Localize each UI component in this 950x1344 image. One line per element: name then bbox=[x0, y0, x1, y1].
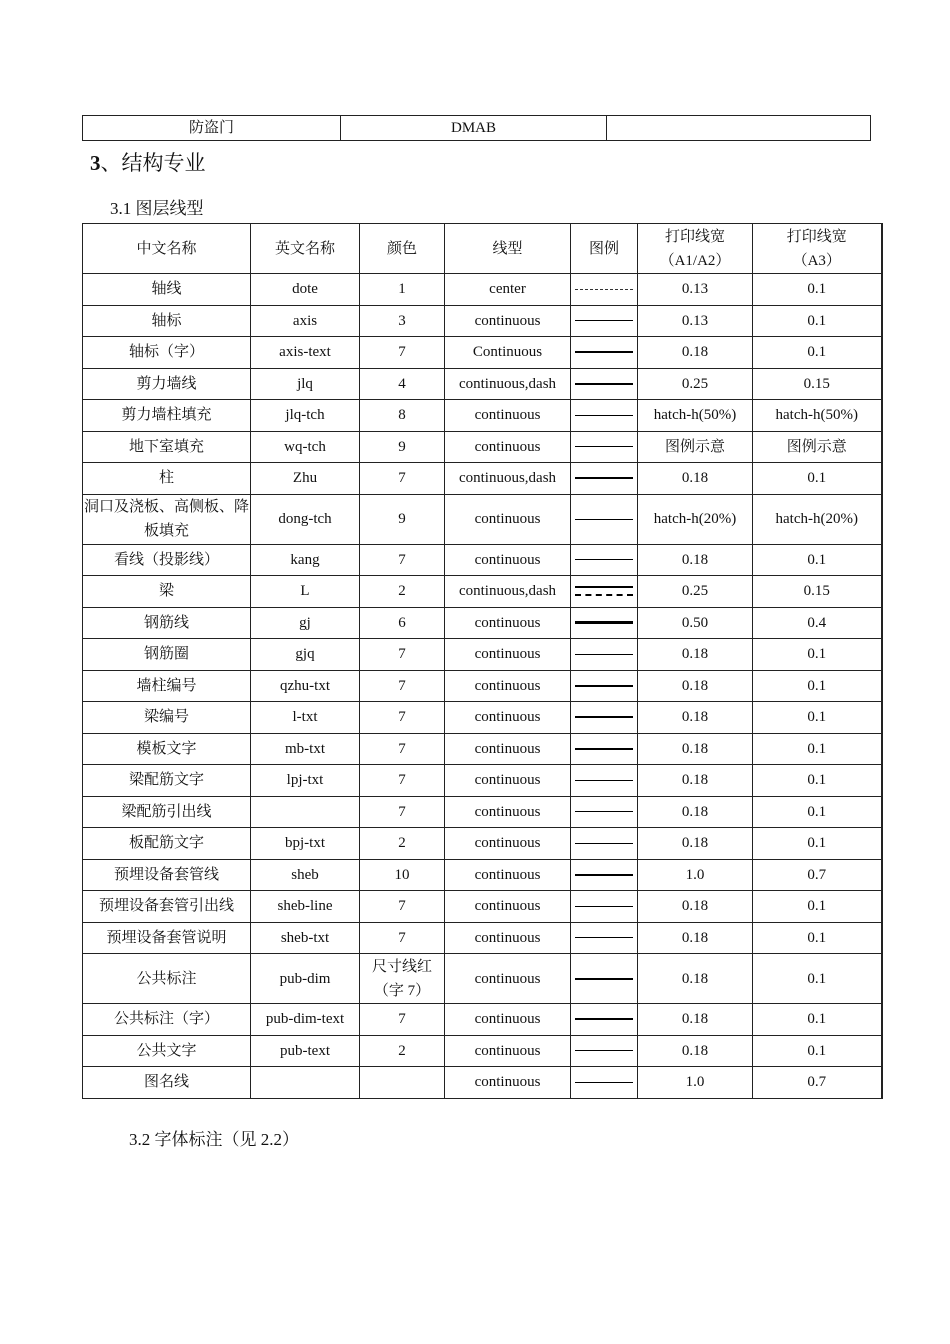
cell-color: 7 bbox=[360, 733, 445, 765]
cell-color: 7 bbox=[360, 765, 445, 797]
table-row bbox=[83, 859, 882, 891]
cell-color: 3 bbox=[360, 305, 445, 337]
cell-linetype: continuous bbox=[445, 1035, 571, 1067]
cell-print-a3: 0.1 bbox=[753, 544, 882, 576]
cell-cn-name: 柱 bbox=[83, 463, 251, 495]
cell-print-a3: 0.1 bbox=[753, 463, 882, 495]
cell-en-name: wq-tch bbox=[251, 431, 360, 463]
cell-en-name: pub-dim-text bbox=[251, 1004, 360, 1036]
cell-print-a3: 0.15 bbox=[753, 368, 882, 400]
cell-print-a3: 0.1 bbox=[753, 670, 882, 702]
cell-print-a3: hatch-h(50%) bbox=[753, 400, 882, 432]
header-print-a3 bbox=[753, 224, 882, 274]
cell-cn-name: 墙柱编号 bbox=[83, 670, 251, 702]
table-row bbox=[83, 400, 882, 432]
cell-en-name bbox=[251, 1067, 360, 1099]
table-row bbox=[83, 116, 871, 141]
cell-print-a3: 0.4 bbox=[753, 607, 882, 639]
cell-linetype: continuous bbox=[445, 607, 571, 639]
section-number: 3 bbox=[90, 151, 101, 175]
table-row bbox=[83, 463, 882, 495]
cell-linetype: continuous bbox=[445, 765, 571, 797]
cell-en-name: l-txt bbox=[251, 702, 360, 734]
cell-color: 7 bbox=[360, 544, 445, 576]
cell-en-name: axis bbox=[251, 305, 360, 337]
cell-legend bbox=[571, 368, 638, 400]
legend-medium-line-icon bbox=[575, 383, 633, 385]
cell-print-a1: 1.0 bbox=[638, 859, 753, 891]
cell-legend bbox=[571, 274, 638, 306]
cell-cn-name: 剪力墙线 bbox=[83, 368, 251, 400]
table-cell: 防盗门 bbox=[83, 116, 341, 141]
table-row bbox=[83, 274, 882, 306]
cell-linetype: center bbox=[445, 274, 571, 306]
table-row bbox=[83, 639, 882, 671]
footer-heading: 3.2 字体标注（见 2.2） bbox=[129, 1130, 299, 1149]
cell-print-a3: 0.1 bbox=[753, 274, 882, 306]
cell-print-a1: 0.18 bbox=[638, 1035, 753, 1067]
cell-print-a1: hatch-h(50%) bbox=[638, 400, 753, 432]
cell-color: 7 bbox=[360, 796, 445, 828]
table-row bbox=[83, 828, 882, 860]
cell-legend bbox=[571, 400, 638, 432]
cell-print-a1: hatch-h(20%) bbox=[638, 494, 753, 544]
cell-en-name: gj bbox=[251, 607, 360, 639]
legend-thin-line-icon bbox=[575, 1050, 633, 1051]
legend-medium-line-icon bbox=[575, 874, 633, 876]
cell-print-a1: 0.18 bbox=[638, 639, 753, 671]
table-row bbox=[83, 670, 882, 702]
cell-en-name: Zhu bbox=[251, 463, 360, 495]
table-cell: DMAB bbox=[341, 116, 607, 141]
cell-print-a1: 0.25 bbox=[638, 368, 753, 400]
cell-legend bbox=[571, 607, 638, 639]
cell-linetype: continuous bbox=[445, 891, 571, 923]
cell-legend bbox=[571, 828, 638, 860]
cell-cn-name: 公共标注（字） bbox=[83, 1004, 251, 1036]
cell-en-name: jlq bbox=[251, 368, 360, 400]
table-row bbox=[83, 337, 882, 369]
cell-cn-name: 板配筋文字 bbox=[83, 828, 251, 860]
cell-color: 9 bbox=[360, 431, 445, 463]
cell-cn-name: 模板文字 bbox=[83, 733, 251, 765]
cell-print-a1: 0.18 bbox=[638, 796, 753, 828]
table-row bbox=[83, 607, 882, 639]
cell-linetype: continuous bbox=[445, 494, 571, 544]
cell-cn-name: 梁配筋引出线 bbox=[83, 796, 251, 828]
cell-linetype: continuous bbox=[445, 639, 571, 671]
cell-cn-name: 图名线 bbox=[83, 1067, 251, 1099]
table-row bbox=[83, 544, 882, 576]
header-print-a1-line1: 打印线宽 bbox=[664, 228, 725, 245]
table-row bbox=[83, 1067, 882, 1099]
cell-linetype: continuous,dash bbox=[445, 368, 571, 400]
legend-medium-line-icon bbox=[575, 748, 633, 750]
cell-print-a1: 0.18 bbox=[638, 954, 753, 1004]
legend-thin-line-icon bbox=[575, 519, 633, 520]
table-row bbox=[83, 922, 882, 954]
legend-medium-line-icon bbox=[575, 716, 633, 718]
cell-color: 7 bbox=[360, 922, 445, 954]
cell-print-a3: 0.1 bbox=[753, 954, 882, 1004]
cell-print-a3: 0.1 bbox=[753, 796, 882, 828]
cell-print-a1: 0.18 bbox=[638, 463, 753, 495]
legend-thin-line-icon bbox=[575, 1082, 633, 1083]
cell-en-name: mb-txt bbox=[251, 733, 360, 765]
cell-linetype: continuous bbox=[445, 670, 571, 702]
cell-print-a3: 0.1 bbox=[753, 337, 882, 369]
cell-print-a3: 图例示意 bbox=[753, 431, 882, 463]
cell-linetype: continuous bbox=[445, 1004, 571, 1036]
header-en-name: 英文名称 bbox=[251, 224, 360, 274]
cell-color: 4 bbox=[360, 368, 445, 400]
cell-color: 1 bbox=[360, 274, 445, 306]
cell-print-a3: 0.7 bbox=[753, 1067, 882, 1099]
header-print-a3-line2: （A3） bbox=[792, 252, 841, 269]
table-row bbox=[83, 431, 882, 463]
cell-legend bbox=[571, 1067, 638, 1099]
cell-print-a3: 0.1 bbox=[753, 891, 882, 923]
cell-color: 7 bbox=[360, 702, 445, 734]
layer-linetype-table bbox=[82, 223, 883, 1099]
cell-linetype: continuous bbox=[445, 954, 571, 1004]
cell-linetype: continuous bbox=[445, 859, 571, 891]
door-table bbox=[82, 115, 871, 141]
table-row bbox=[83, 576, 882, 608]
cell-legend bbox=[571, 1035, 638, 1067]
cell-color: 9 bbox=[360, 494, 445, 544]
legend-thin-line-icon bbox=[575, 415, 633, 416]
legend-medium-line-icon bbox=[575, 978, 633, 980]
cell-print-a3: 0.15 bbox=[753, 576, 882, 608]
cell-cn-name: 公共标注 bbox=[83, 954, 251, 1004]
cell-color: 8 bbox=[360, 400, 445, 432]
subsection-heading: 3.1 图层线型 bbox=[110, 199, 204, 218]
cell-en-name: dong-tch bbox=[251, 494, 360, 544]
cell-color: 7 bbox=[360, 1004, 445, 1036]
cell-print-a3: 0.1 bbox=[753, 1035, 882, 1067]
cell-en-name: lpj-txt bbox=[251, 765, 360, 797]
cell-en-name: sheb-txt bbox=[251, 922, 360, 954]
cell-linetype: continuous bbox=[445, 544, 571, 576]
cell-print-a1: 0.13 bbox=[638, 274, 753, 306]
layer-table-body bbox=[83, 274, 882, 1099]
header-print-a1-line2: （A1/A2） bbox=[659, 252, 731, 269]
cell-print-a3: 0.1 bbox=[753, 765, 882, 797]
cell-legend bbox=[571, 544, 638, 576]
cell-cn-name: 钢筋圈 bbox=[83, 639, 251, 671]
cell-cn-name: 轴标 bbox=[83, 305, 251, 337]
legend-thin-line-icon bbox=[575, 843, 633, 844]
cell-linetype: continuous bbox=[445, 922, 571, 954]
cell-legend bbox=[571, 494, 638, 544]
legend-medium-line-icon bbox=[575, 477, 633, 479]
cell-legend bbox=[571, 337, 638, 369]
legend-double-line-icon bbox=[575, 586, 633, 596]
table-header-row bbox=[83, 224, 882, 274]
cell-print-a1: 0.18 bbox=[638, 733, 753, 765]
cell-cn-name: 看线（投影线） bbox=[83, 544, 251, 576]
legend-thick-line-icon bbox=[575, 621, 633, 624]
cell-legend bbox=[571, 431, 638, 463]
cell-print-a1: 1.0 bbox=[638, 1067, 753, 1099]
cell-en-name: gjq bbox=[251, 639, 360, 671]
header-legend: 图例 bbox=[571, 224, 638, 274]
cell-en-name: kang bbox=[251, 544, 360, 576]
cell-color: 2 bbox=[360, 1035, 445, 1067]
cell-cn-name: 预埋设备套管说明 bbox=[83, 922, 251, 954]
cell-print-a1: 0.50 bbox=[638, 607, 753, 639]
cell-legend bbox=[571, 576, 638, 608]
cell-color: 7 bbox=[360, 639, 445, 671]
cell-en-name: bpj-txt bbox=[251, 828, 360, 860]
cell-legend bbox=[571, 922, 638, 954]
table-row bbox=[83, 368, 882, 400]
cell-linetype: continuous,dash bbox=[445, 463, 571, 495]
cell-cn-name: 预埋设备套管线 bbox=[83, 859, 251, 891]
table-cell bbox=[607, 116, 871, 141]
cell-cn-name: 梁配筋文字 bbox=[83, 765, 251, 797]
legend-thin-line-icon bbox=[575, 937, 633, 938]
cell-print-a3: 0.1 bbox=[753, 305, 882, 337]
cell-legend bbox=[571, 765, 638, 797]
cell-cn-name: 梁编号 bbox=[83, 702, 251, 734]
cell-cn-name: 地下室填充 bbox=[83, 431, 251, 463]
cell-linetype: continuous bbox=[445, 796, 571, 828]
cell-en-name: dote bbox=[251, 274, 360, 306]
cell-en-name: sheb bbox=[251, 859, 360, 891]
legend-thin-line-icon bbox=[575, 446, 633, 447]
legend-thin-line-icon bbox=[575, 906, 633, 907]
cell-print-a1: 0.18 bbox=[638, 765, 753, 797]
cell-print-a3: 0.1 bbox=[753, 733, 882, 765]
cell-en-name: pub-text bbox=[251, 1035, 360, 1067]
cell-linetype: continuous bbox=[445, 1067, 571, 1099]
cell-print-a1: 0.18 bbox=[638, 544, 753, 576]
cell-legend bbox=[571, 639, 638, 671]
cell-print-a3: 0.7 bbox=[753, 859, 882, 891]
cell-linetype: continuous bbox=[445, 702, 571, 734]
legend-thin-line-icon bbox=[575, 320, 633, 321]
cell-color: 2 bbox=[360, 576, 445, 608]
legend-dashdot-line-icon bbox=[575, 289, 633, 290]
cell-legend bbox=[571, 859, 638, 891]
section-heading bbox=[90, 147, 206, 177]
cell-legend bbox=[571, 463, 638, 495]
cell-cn-name: 轴标（字） bbox=[83, 337, 251, 369]
cell-legend bbox=[571, 305, 638, 337]
cell-legend bbox=[571, 891, 638, 923]
cell-print-a1: 图例示意 bbox=[638, 431, 753, 463]
cell-en-name: qzhu-txt bbox=[251, 670, 360, 702]
cell-color: 2 bbox=[360, 828, 445, 860]
cell-legend bbox=[571, 954, 638, 1004]
cell-color bbox=[360, 1067, 445, 1099]
cell-print-a3: 0.1 bbox=[753, 702, 882, 734]
table-row bbox=[83, 796, 882, 828]
cell-legend bbox=[571, 733, 638, 765]
table-row bbox=[83, 765, 882, 797]
cell-legend bbox=[571, 670, 638, 702]
cell-print-a1: 0.18 bbox=[638, 337, 753, 369]
legend-thin-line-icon bbox=[575, 811, 633, 812]
cell-print-a3: 0.1 bbox=[753, 828, 882, 860]
cell-linetype: continuous bbox=[445, 400, 571, 432]
cell-color: 6 bbox=[360, 607, 445, 639]
cell-cn-name: 公共文字 bbox=[83, 1035, 251, 1067]
cell-print-a1: 0.25 bbox=[638, 576, 753, 608]
table-row bbox=[83, 891, 882, 923]
table-row bbox=[83, 702, 882, 734]
cell-cn-name: 轴线 bbox=[83, 274, 251, 306]
cell-cn-name: 钢筋线 bbox=[83, 607, 251, 639]
header-cn-name: 中文名称 bbox=[83, 224, 251, 274]
table-row bbox=[83, 305, 882, 337]
cell-legend bbox=[571, 702, 638, 734]
cell-color: 7 bbox=[360, 891, 445, 923]
cell-legend bbox=[571, 796, 638, 828]
legend-thin-line-icon bbox=[575, 559, 633, 560]
cell-print-a1: 0.18 bbox=[638, 702, 753, 734]
cell-color: 10 bbox=[360, 859, 445, 891]
legend-medium-line-icon bbox=[575, 1018, 633, 1020]
cell-print-a1: 0.13 bbox=[638, 305, 753, 337]
cell-color: 7 bbox=[360, 463, 445, 495]
cell-en-name: L bbox=[251, 576, 360, 608]
cell-cn-name: 剪力墙柱填充 bbox=[83, 400, 251, 432]
cell-print-a1: 0.18 bbox=[638, 1004, 753, 1036]
header-print-a3-line1: 打印线宽 bbox=[786, 228, 847, 245]
cell-linetype: Continuous bbox=[445, 337, 571, 369]
cell-print-a1: 0.18 bbox=[638, 922, 753, 954]
table-row bbox=[83, 1035, 882, 1067]
legend-thin-line-icon bbox=[575, 654, 633, 655]
cell-cn-name: 预埋设备套管引出线 bbox=[83, 891, 251, 923]
table-row bbox=[83, 1004, 882, 1036]
cell-print-a3: 0.1 bbox=[753, 639, 882, 671]
cell-linetype: continuous,dash bbox=[445, 576, 571, 608]
header-color: 颜色 bbox=[360, 224, 445, 274]
table-row bbox=[83, 954, 882, 1004]
cell-en-name: jlq-tch bbox=[251, 400, 360, 432]
cell-print-a1: 0.18 bbox=[638, 891, 753, 923]
header-linetype: 线型 bbox=[445, 224, 571, 274]
cell-cn-name: 洞口及浇板、高侧板、降板填充 bbox=[83, 494, 251, 544]
cell-print-a3: 0.1 bbox=[753, 1004, 882, 1036]
cell-color: 尺寸线红（字 7） bbox=[360, 954, 445, 1004]
cell-color: 7 bbox=[360, 670, 445, 702]
cell-linetype: continuous bbox=[445, 305, 571, 337]
cell-print-a3: hatch-h(20%) bbox=[753, 494, 882, 544]
table-row bbox=[83, 733, 882, 765]
cell-color: 7 bbox=[360, 337, 445, 369]
cell-en-name: sheb-line bbox=[251, 891, 360, 923]
section-title: 、结构专业 bbox=[100, 151, 206, 175]
cell-legend bbox=[571, 1004, 638, 1036]
cell-print-a3: 0.1 bbox=[753, 922, 882, 954]
cell-print-a1: 0.18 bbox=[638, 828, 753, 860]
cell-linetype: continuous bbox=[445, 733, 571, 765]
cell-linetype: continuous bbox=[445, 828, 571, 860]
cell-en-name bbox=[251, 796, 360, 828]
cell-en-name: axis-text bbox=[251, 337, 360, 369]
header-print-a1 bbox=[638, 224, 753, 274]
cell-cn-name: 梁 bbox=[83, 576, 251, 608]
table-row bbox=[83, 494, 882, 544]
cell-linetype: continuous bbox=[445, 431, 571, 463]
cell-en-name: pub-dim bbox=[251, 954, 360, 1004]
legend-thin-line-icon bbox=[575, 780, 633, 781]
legend-medium-line-icon bbox=[575, 685, 633, 687]
legend-medium-line-icon bbox=[575, 351, 633, 353]
cell-print-a1: 0.18 bbox=[638, 670, 753, 702]
